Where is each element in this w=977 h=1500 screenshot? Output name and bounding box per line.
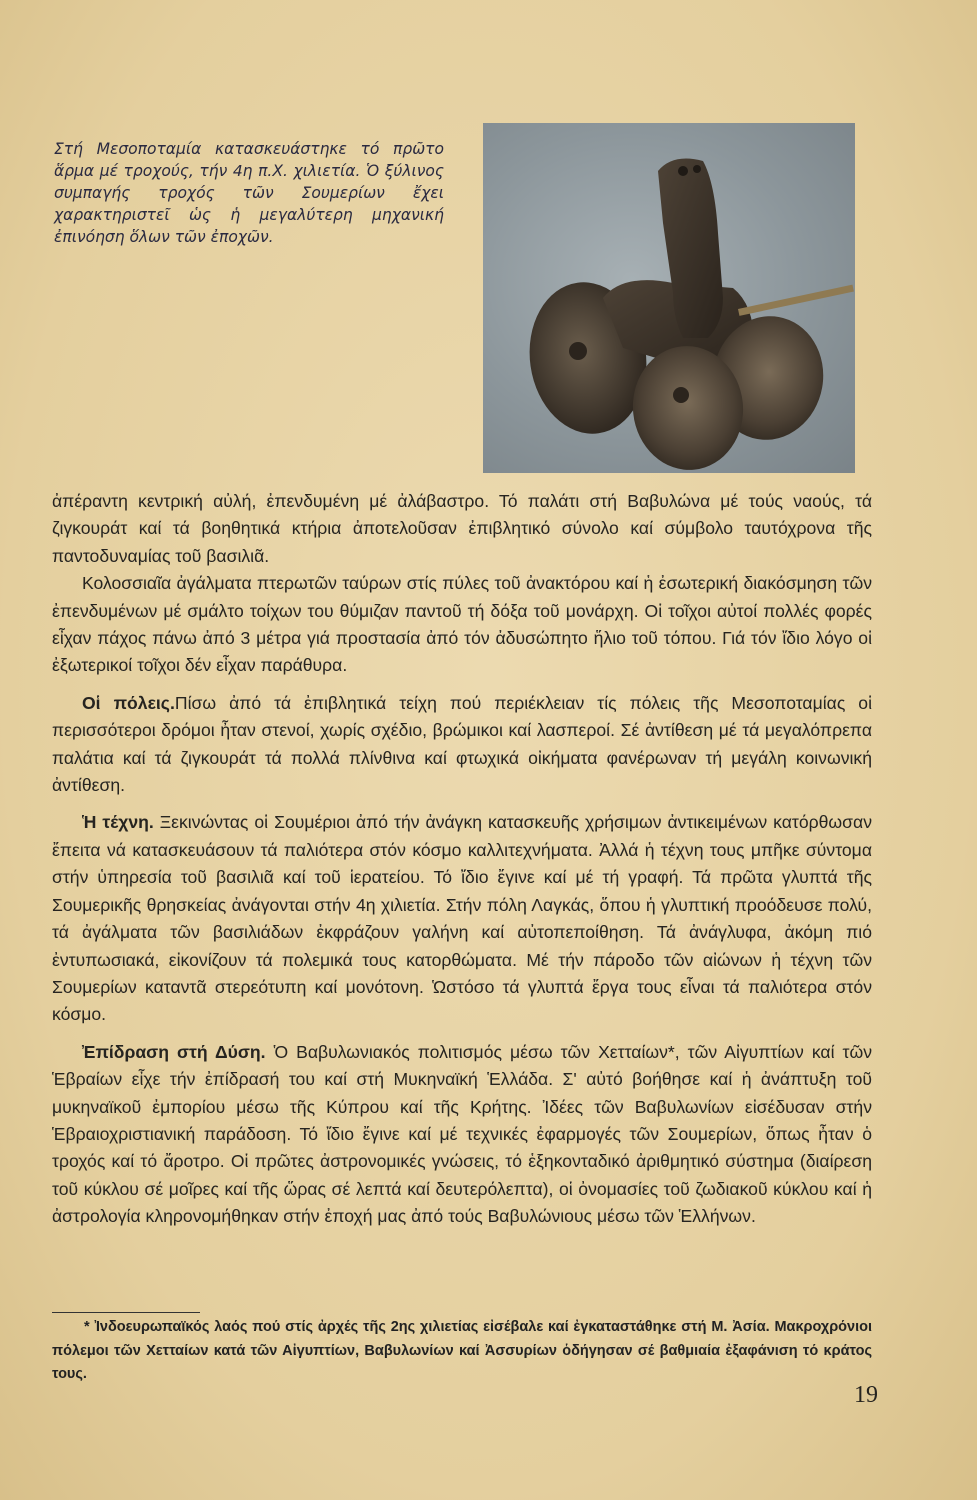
sumerian-chariot-photo [483, 123, 855, 473]
heading-art: Ἡ τέχνη. [82, 812, 154, 833]
paragraph-art: Ἡ τέχνη. Ξεκινώντας οἱ Σουμέριοι ἀπό τήν ἀνάγκη κατασκευῆς χρήσιμων ἀντικειμένων κατόρθωσαν ἔπειτα νά κατασκευάσουν τά παλιότερα στόν κόσμο καλλιτεχνήματα. Ἀλλά ἡ τέχνη τους μπῆκε σύντομα στήν ὑπηρεσία τοῦ βασιλιᾶ καί τοῦ ἱερατείου. Τό ἴδιο ἔγινε καί μέ τή γραφή. Τά πρῶτα γλυπτά τῆς Σουμερικῆς θρησκείας ἀνάγονται στήν 4η χιλιετία. Στήν πόλη Λαγκάς, ὅπου ἡ γλυπτική προόδευσε πολύ, τά ἀγάλματα τῶν βασιλιάδων ἐκφράζουν γαλήνη καί αὐτοπεποίθηση. Τά ἀνάγλυφα, ἀκόμη πιό ἐντυπωσιακά, εἰκονίζουν τά πολεμικά τους κατορθώματα. Μέ τήν πάροδο τῶν αἰώνων ἡ τέχνη τῶν Σουμερίων καταντᾶ στερεότυπη καί μονότονη. Ὡστόσο τά γλυπτά ἔργα τους εἶναι τά παλιότερα στόν κόσμο. [52, 812, 872, 1025]
footnote-divider [52, 1312, 200, 1313]
paragraph-cities: Οἱ πόλεις.Πίσω ἀπό τά ἐπιβλητικά τείχη πού περιέκλειαν τίς πόλεις τῆς Μεσοποταμίας οἱ περισσότεροι δρόμοι ἦταν στενοί, χωρίς σχέδιο, βρώμικοι καί λασπεροί. Σέ ἀντίθεση μέ τά μεγαλόπρεπα παλάτια καί τά ζιγκουράτ τά πολλά πλίνθινα καί φτωχικά οἰκήματα φανέρωναν τή μεγάλη κοινωνική ἀντίθεση. [52, 692, 872, 796]
heading-cities: Οἱ πόλεις. [82, 692, 175, 713]
photo-caption: Στή Μεσοποταμία κατασκευάστηκε τό πρῶτο ἅρμα μέ τροχούς, τήν 4η π.Χ. χιλιετία. Ὁ ξύλινος συμπαγής τροχός τῶν Σουμερίων ἔχει χαρακτηριστεῖ ὡς ἡ μεγαλύτερη μηχανική ἐπινόηση ὅλων τῶν ἐποχῶν. [54, 140, 444, 246]
paragraph-influence: Ἐπίδραση στή Δύση. Ὁ Βαβυλωνιακός πολιτισμός μέσω τῶν Χετταίων*, τῶν Αἰγυπτίων καί τῶν Ἑβραίων εἶχε τήν ἐπίδρασή του καί στή Μυκηναϊκή Ἑλλάδα. Σ' αὐτό βοήθησε καί ἡ ἀνάπτυξη τοῦ μυκηναϊκοῦ ἐμπορίου μέσω τῆς Κύπρου καί τῆς Κρήτης. Ἰδέες τῶν Βαβυλωνίων εἰσέδυσαν στήν Ἑβραιοχριστιανική παράδοση. Τό ἴδιο ἔγινε καί μέ τεχνικές ἐφαρμογές τῶν Σουμερίων, ὅπως ἦταν ὁ τροχός καί τό ἄροτρο. Οἱ πρῶτες ἀστρονομικές γνώσεις, τό ἑξηκονταδικό ἀριθμητικό σύστημα (διαίρεση τοῦ κύκλου σέ μοῖρες καί τῆς ὥρας σέ λεπτά καί δευτερόλεπτα), οἱ ὀνομασίες τοῦ ζωδιακοῦ κύκλου καί ἡ ἀστρολογία κληρονομήθηκαν στήν ἐποχή μας ἀπό τούς Βαβυλώνιους μέσω τῶν Ἑλλήνων. [52, 1041, 872, 1227]
paragraph-bulls: Κολοσσιαῖα ἀγάλματα πτερωτῶν ταύρων στίς πύλες τοῦ ἀνακτόρου καί ἡ ἐσωτερική διακόσμηση τῶν ἐπενδυμένων μέ σμάλτο τοίχων του θύμιζαν παντοῦ τή δόξα τοῦ μονάρχη. Οἱ τοῖχοι αὐτοί πολλές φορές εἶχαν πάχος πάνω ἀπό 3 μέτρα γιά προστασία ἀπό τόν ἀδυσώπητο ἥλιο τοῦ τόπου. Γιά τόν ἴδιο λόγο οἱ ἐξωτερικοί τοῖχοι δέν εἶχαν παράθυρα. [52, 573, 872, 676]
page-number: 19 [854, 1382, 878, 1408]
footnote: * Ἰνδοευρωπαϊκός λαός πού στίς ἀρχές τῆς 2ης χιλιετίας εἰσέβαλε καί ἐγκαταστάθηκε στή Μ. Ἀσία. Μακροχρόνιοι πόλεμοι τῶν Χετταίων κατά τῶν Αἰγυπτίων, Βαβυλωνίων καί Ἀσσυρίων ὁδήγησαν σέ βαθμιαία ἐξαφάνιση τό κράτος τους. [52, 1319, 872, 1382]
chariot-model-illustration [483, 123, 855, 473]
paragraph-palace: ἀπέραντη κεντρική αὐλή, ἐπενδυμένη μέ ἀλάβαστρο. Τό παλάτι στή Βαβυλώνα μέ τούς ναούς, τά ζιγκουράτ καί τά βοηθητικά κτήρια ἀποτελοῦσαν ἐπιβλητικό σύνολο καί σύμβολο ταυτόχρονα τῆς παντοδυναμίας τοῦ βασιλιᾶ. [52, 491, 872, 566]
main-text [52, 488, 872, 1231]
heading-influence: Ἐπίδραση στή Δύση. [82, 1041, 266, 1062]
